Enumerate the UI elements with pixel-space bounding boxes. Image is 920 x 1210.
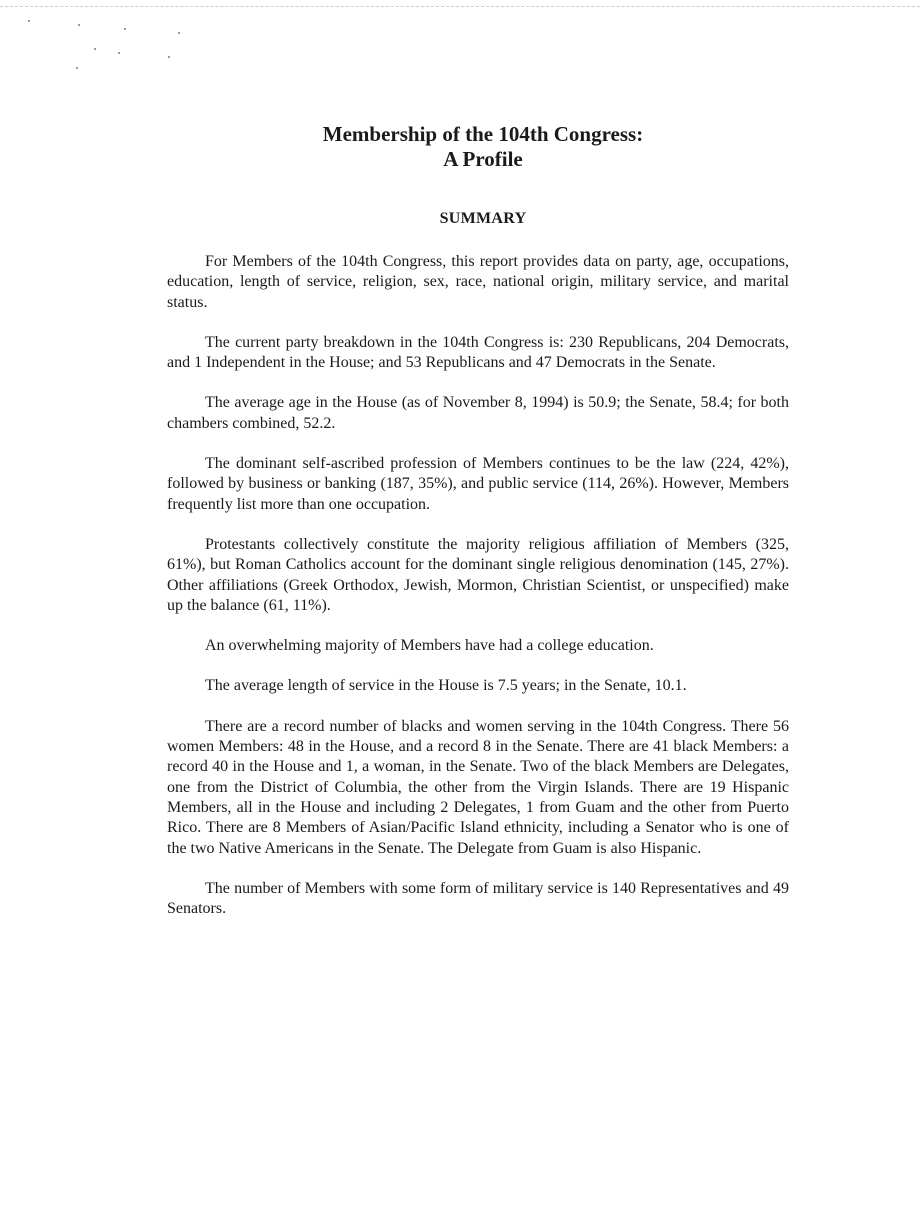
scan-speck [118, 52, 120, 54]
paragraph-scope: For Members of the 104th Congress, this report provides data on party, age, occupations, education, length of service, religion, sex, race, national origin, military service, and marital status. [167, 253, 789, 311]
paragraph-length-of-service: The average length of service in the House is 7.5 years; in the Senate, 10.1. [205, 677, 687, 695]
paragraph-race-and-sex: There are a record number of blacks and women serving in the 104th Congress. There 56 women Members: 48 in the House, and a record 8 in the Senate. There are 41 black Members: a record 40 in the House and 1, a woman, in the Senate. Two of the black Members are Delegates, one from the District of Columbia, the other from the Virgin Islands. There are 19 Hispanic Members, all in the House and including 2 Delegates, 1 from Guam and the other from Puerto Rico. There are 8 Members of Asian/Pacific Island ethnicity, including a Senator who is one of the two Native Americans in the Senate. The Delegate from Guam is also Hispanic. [167, 717, 789, 857]
scan-artifact-line [0, 6, 920, 7]
paragraph-religion: Protestants collectively constitute the majority religious affiliation of Members (325, 61%), but Roman Catholics account for the dominant single religious denomination (145, 27%). Other affiliations (Greek Orthodox, Jewish, Mormon, Christian Scientist, or unspecified) make up the balance (61, 11%). [167, 535, 789, 614]
title-line-1: Membership of the 104th Congress: [322, 122, 644, 146]
scan-speck [124, 28, 126, 30]
paragraph-occupations: The dominant self-ascribed profession of Members continues to be the law (224, 42%), followed by business or banking (187, 35%), and public service (114, 26%). However, Members frequently list more than one occupation. [167, 455, 789, 513]
paragraph-military-service: The number of Members with some form of military service is 140 Representatives and 49 Senators. [167, 879, 789, 918]
scan-speck [76, 67, 78, 69]
summary-body [167, 252, 789, 939]
title-line-2: A Profile [443, 147, 523, 171]
scan-speck [28, 20, 30, 22]
scan-speck [94, 48, 96, 50]
scan-speck [78, 24, 80, 26]
document-title [0, 122, 920, 172]
scan-speck [178, 32, 180, 34]
scan-speck [168, 56, 170, 58]
paragraph-education: An overwhelming majority of Members have had a college education. [205, 637, 654, 655]
paragraph-average-age: The average age in the House (as of November 8, 1994) is 50.9; the Senate, 58.4; for both chambers combined, 52.2. [167, 394, 789, 432]
summary-heading: SUMMARY [439, 210, 527, 227]
paragraph-party-breakdown: The current party breakdown in the 104th Congress is: 230 Republicans, 204 Democrats, and 1 Independent in the House; and 53 Republicans and 47 Democrats in the Senate. [167, 333, 789, 372]
